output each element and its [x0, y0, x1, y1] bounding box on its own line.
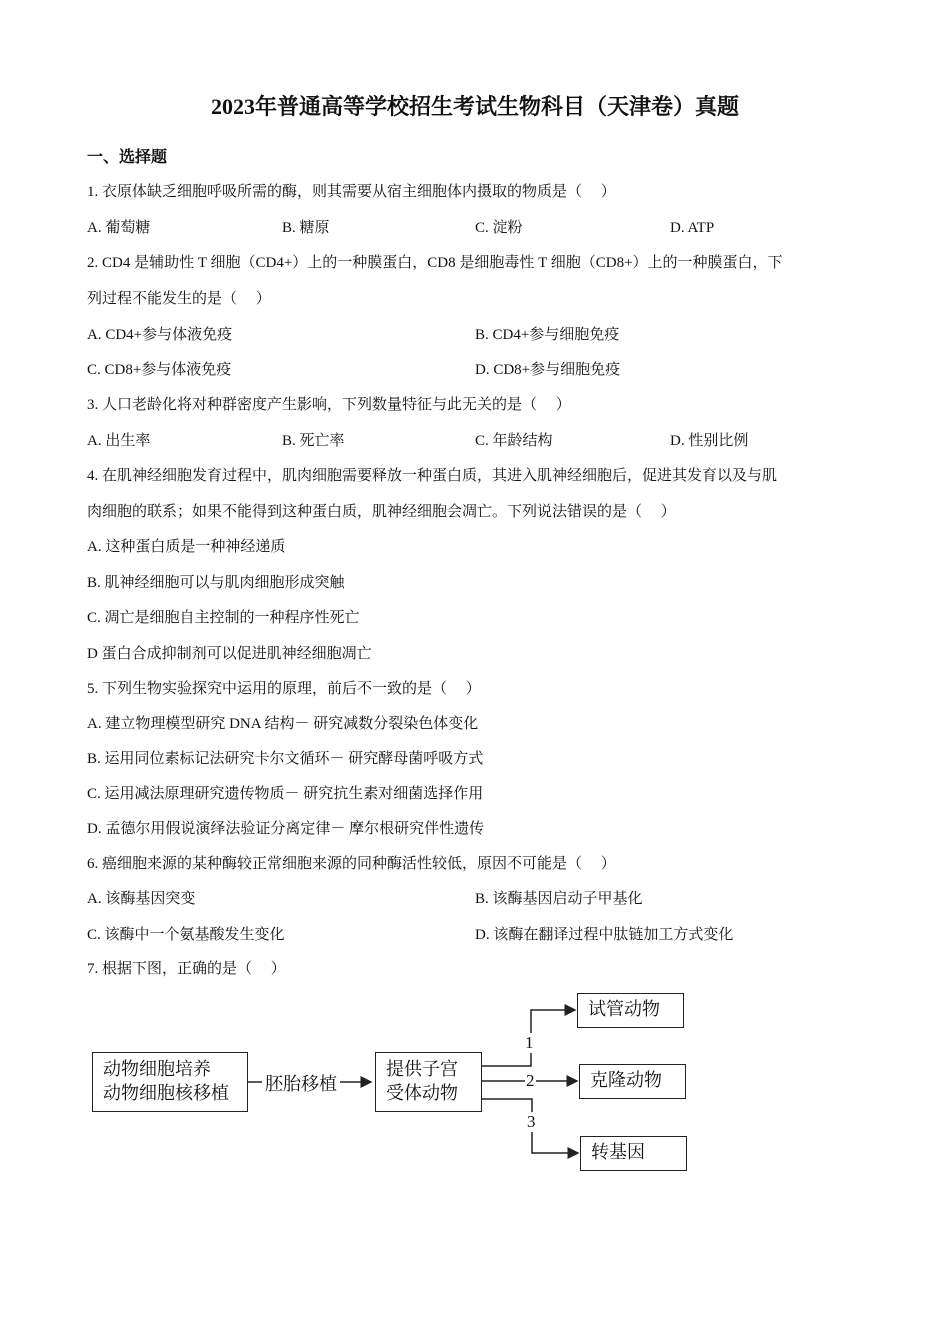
- outcome-box-1: 试管动物: [577, 993, 684, 1028]
- recipient-line-1: 提供子宫: [386, 1059, 458, 1080]
- question-2-stem: 2. CD4 是辅助性 T 细胞（CD4+）上的一种膜蛋白，CD8 是细胞毒性 T 细胞（CD8+）上的一种膜蛋白，下: [87, 255, 783, 271]
- outcome-box-3: 转基因: [580, 1136, 687, 1171]
- branch-label-3: 3: [527, 1112, 536, 1131]
- outcome-box-2: 克隆动物: [579, 1064, 686, 1099]
- page-title: 2023年普通高等学校招生考试生物科目（天津卷）真题: [210, 94, 739, 119]
- question-3-stem: 3. 人口老龄化将对种群密度产生影响，下列数量特征与此无关的是（ ）: [87, 397, 571, 413]
- question-2-stem-cont: 列过程不能发生的是（ ）: [87, 291, 271, 307]
- q1-option-b[interactable]: B. 糖原: [282, 220, 330, 236]
- q4-option-c[interactable]: C. 凋亡是细胞自主控制的一种程序性死亡: [87, 610, 360, 626]
- q3-option-c[interactable]: C. 年龄结构: [475, 433, 553, 449]
- question-5-stem: 5. 下列生物实验探究中运用的原理，前后不一致的是（ ）: [87, 681, 481, 697]
- q2-option-c[interactable]: C. CD8+参与体液免疫: [87, 362, 232, 378]
- q1-option-a[interactable]: A. 葡萄糖: [87, 220, 151, 236]
- section-heading: 一、选择题: [87, 149, 168, 166]
- q6-option-c[interactable]: C. 该酶中一个氨基酸发生变化: [87, 927, 285, 943]
- recipient-box: [375, 1052, 482, 1112]
- q3-option-a[interactable]: A. 出生率: [87, 433, 151, 449]
- q5-option-c[interactable]: C. 运用减法原理研究遗传物质－ 研究抗生素对细菌选择作用: [87, 786, 484, 802]
- q5-option-a[interactable]: A. 建立物理模型研究 DNA 结构－ 研究减数分裂染色体变化: [87, 716, 479, 732]
- source-line-1: 动物细胞培养: [103, 1059, 211, 1080]
- recipient-line-2: 受体动物: [386, 1083, 458, 1104]
- q2-option-a[interactable]: A. CD4+参与体液免疫: [87, 327, 233, 343]
- q6-option-a[interactable]: A. 该酶基因突变: [87, 891, 196, 907]
- q4-option-b[interactable]: B. 肌神经细胞可以与肌肉细胞形成突触: [87, 575, 345, 591]
- arrow-label: 胚胎移植: [262, 1070, 340, 1096]
- q2-option-b[interactable]: B. CD4+参与细胞免疫: [475, 327, 620, 343]
- branch-label-1: 1: [525, 1033, 534, 1052]
- q2-option-d[interactable]: D. CD8+参与细胞免疫: [475, 362, 621, 378]
- q1-option-d[interactable]: D. ATP: [670, 220, 715, 236]
- q6-option-d[interactable]: D. 该酶在翻译过程中肽链加工方式变化: [475, 927, 734, 943]
- branch-label-2: 2: [526, 1071, 535, 1090]
- question-4-stem-cont: 肉细胞的联系；如果不能得到这种蛋白质，肌神经细胞会凋亡。下列说法错误的是（ ）: [87, 504, 676, 520]
- q4-option-a[interactable]: A. 这种蛋白质是一种神经递质: [87, 539, 286, 555]
- q4-option-d[interactable]: D 蛋白合成抑制剂可以促进肌神经细胞凋亡: [87, 646, 372, 662]
- q3-option-d[interactable]: D. 性别比例: [670, 433, 749, 449]
- source-line-2: 动物细胞核移植: [103, 1083, 229, 1104]
- question-1-stem: 1. 衣原体缺乏细胞呼吸所需的酶，则其需要从宿主细胞体内摄取的物质是（ ）: [87, 184, 616, 200]
- question-4-stem: 4. 在肌神经细胞发育过程中，肌肉细胞需要释放一种蛋白质，其进入肌神经细胞后，促进其发育以及与肌: [87, 468, 778, 484]
- q5-option-d[interactable]: D. 孟德尔用假说演绎法验证分离定律－ 摩尔根研究伴性遗传: [87, 821, 485, 837]
- question-7-stem: 7. 根据下图，正确的是（ ）: [87, 961, 286, 977]
- q5-option-b[interactable]: B. 运用同位素标记法研究卡尔文循环－ 研究酵母菌呼吸方式: [87, 751, 484, 767]
- q3-option-b[interactable]: B. 死亡率: [282, 433, 345, 449]
- question-6-stem: 6. 癌细胞来源的某种酶较正常细胞来源的同种酶活性较低，原因不可能是（ ）: [87, 856, 616, 872]
- q1-option-c[interactable]: C. 淀粉: [475, 220, 523, 236]
- q6-option-b[interactable]: B. 该酶基因启动子甲基化: [475, 891, 643, 907]
- source-box: [92, 1052, 248, 1112]
